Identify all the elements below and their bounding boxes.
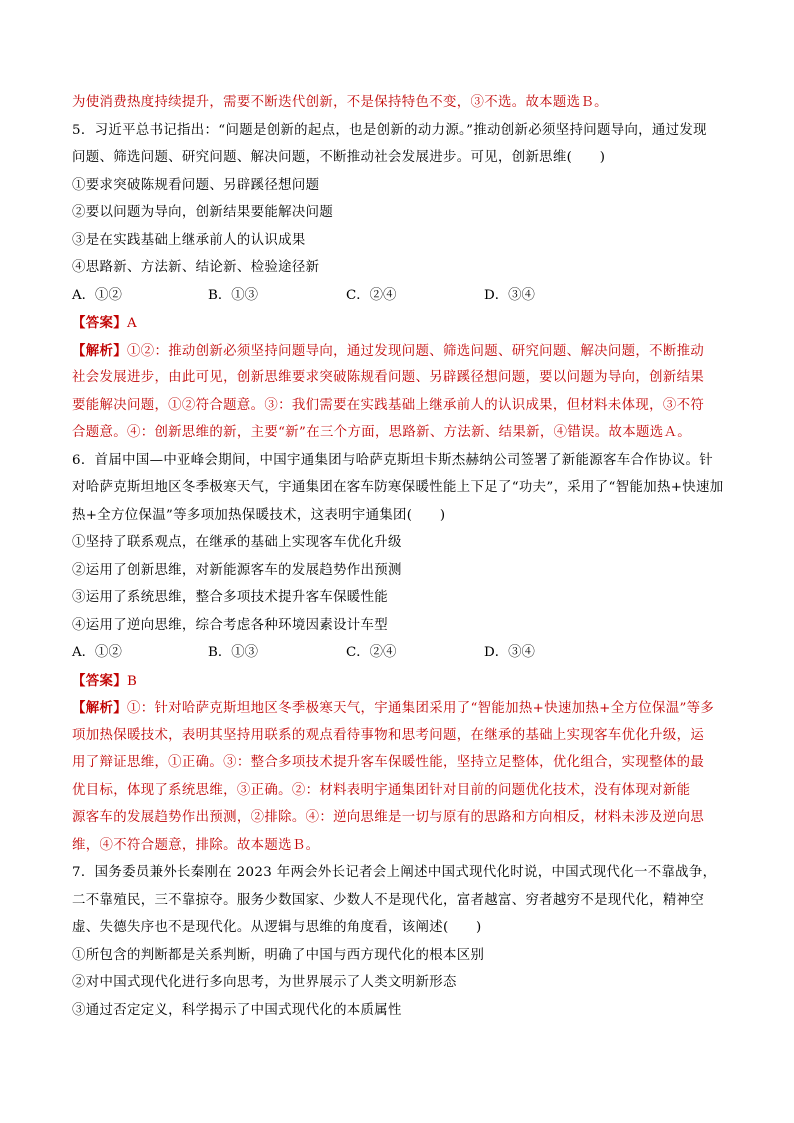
- question-5-statement: ③是在实践基础上继承前人的认识成果: [72, 233, 306, 248]
- question-5-statement: ①要求突破陈规看问题、另辟蹊径想问题: [72, 178, 320, 193]
- option-c: C．②④: [346, 288, 397, 303]
- analysis-text: ①②：推动创新必须坚持问题导向，通过发现问题、筛选问题、研究问题、解决问题，不断推动: [126, 344, 705, 359]
- option-d: D．③④: [484, 645, 535, 660]
- question-6-statement: ③运用了系统思维，整合多项技术提升客车保暖性能: [72, 590, 389, 605]
- answer-value: A: [126, 316, 137, 331]
- question-6-stem: 对哈萨克斯坦地区冬季极寒天气，宇通集团在客车防寒保暖性能上下足了“功夫”，采用了“智能加热+快速加: [72, 480, 724, 495]
- option-b: B．①③: [208, 645, 259, 660]
- question-7-stem: 7．国务委员兼外长秦刚在 2023 年两会外长记者会上阐述中国式现代化时说，中国式现代化一不靠战争，: [72, 865, 717, 880]
- analysis-line: [72, 342, 734, 361]
- option-a: A．①②: [72, 645, 122, 660]
- analysis-text: ①：针对哈萨克斯坦地区冬季极寒天气，宇通集团采用了“智能加热+快速加热+全方位保温”等多: [126, 701, 715, 716]
- analysis-line: [72, 699, 734, 718]
- question-7-stem: 虚、失德失序也不是现代化。从逻辑与思维的角度看，该阐述( ): [72, 920, 482, 935]
- question-5-statement: ②要以问题为导向，创新结果要能解决问题: [72, 205, 334, 220]
- analysis-text: 社会发展进步，由此可见，创新思维要求突破陈规看问题、另辟蹊径想问题，要以问题为导向，创新结果: [72, 370, 705, 385]
- answer-tag: 【答案】: [72, 315, 127, 331]
- analysis-text: 优目标，体现了系统思维，③正确。②：材料表明宇通集团针对目前的问题优化技术，没有体现对新能: [72, 783, 691, 798]
- analysis-text: 维，④不符合题意，排除。故本题选Ｂ。: [72, 838, 320, 853]
- text-line: 为使消费热度持续提升，需要不断迭代创新，不是保持特色不变，③不选。故本题选Ｂ。: [72, 95, 608, 110]
- option-b: B．①③: [208, 288, 259, 303]
- question-5-statement: ④思路新、方法新、结论新、检验途径新: [72, 260, 320, 275]
- question-5-stem: 问题、筛选问题、研究问题、解决问题，不断推动社会发展进步。可见，创新思维( ): [72, 150, 606, 165]
- analysis-text: 源客车的发展趋势作出预测，②排除。④：逆向思维是一切与原有的思路和方向相反，材料未涉及逆向思: [72, 810, 705, 825]
- answer-value: B: [126, 674, 138, 689]
- analysis-text: 要能解决问题，①②符合题意。③：我们需要在实践基础上继承前人的认识成果，但材料未体现，③不符: [72, 398, 705, 413]
- question-7-stem: 二不靠殖民，三不靠掠夺。服务少数国家、少数人不是现代化，富者越富、穷者越穷不是现代化，精神空: [72, 893, 705, 908]
- analysis-text: 合题意。④：创新思维的新，主要“新”在三个方面，思路新、方法新、结果新，④错误。故本题选Ａ。: [72, 425, 691, 440]
- option-a: A．①②: [72, 288, 122, 303]
- analysis-tag: 【解析】: [72, 700, 127, 716]
- answer-tag: 【答案】: [72, 673, 127, 689]
- analysis-text: 用了辩证思维，①正确。③：整合多项技术提升客车保暖性能，坚持立足整体，优化组合，实现整体的最: [72, 755, 705, 770]
- question-6-stem: 热+全方位保温”等多项加热保暖技术，这表明宇通集团( ): [72, 508, 446, 523]
- question-7-statement: ③通过否定定义，科学揭示了中国式现代化的本质属性: [72, 1003, 402, 1018]
- question-5-stem: 5．习近平总书记指出：“问题是创新的起点，也是创新的动力源。”推动创新必须坚持问题导向，通过发现: [72, 123, 707, 138]
- question-6-statement: ②运用了创新思维，对新能源客车的发展趋势作出预测: [72, 563, 402, 578]
- question-7-statement: ①所包含的判断都是关系判断，明确了中国与西方现代化的根本区别: [72, 948, 485, 963]
- option-c: C．②④: [346, 645, 397, 660]
- question-7-statement: ②对中国式现代化进行多向思考，为世界展示了人类文明新形态: [72, 975, 457, 990]
- answer-line: [72, 672, 734, 691]
- analysis-text: 项加热保暖技术，表明其坚持用联系的观点看待事物和思考问题，在继承的基础上实现客车优化升级，运: [72, 728, 705, 743]
- question-6-stem: 6．首届中国—中亚峰会期间，中国宇通集团与哈萨克斯坦卡斯杰赫纳公司签署了新能源客车合作协议。针: [72, 453, 713, 468]
- answer-line: [72, 314, 734, 333]
- option-d: D．③④: [484, 288, 535, 303]
- question-6-statement: ①坚持了联系观点，在继承的基础上实现客车优化升级: [72, 535, 402, 550]
- question-6-statement: ④运用了逆向思维，综合考虑各种环境因素设计车型: [72, 618, 389, 633]
- analysis-tag: 【解析】: [72, 343, 127, 359]
